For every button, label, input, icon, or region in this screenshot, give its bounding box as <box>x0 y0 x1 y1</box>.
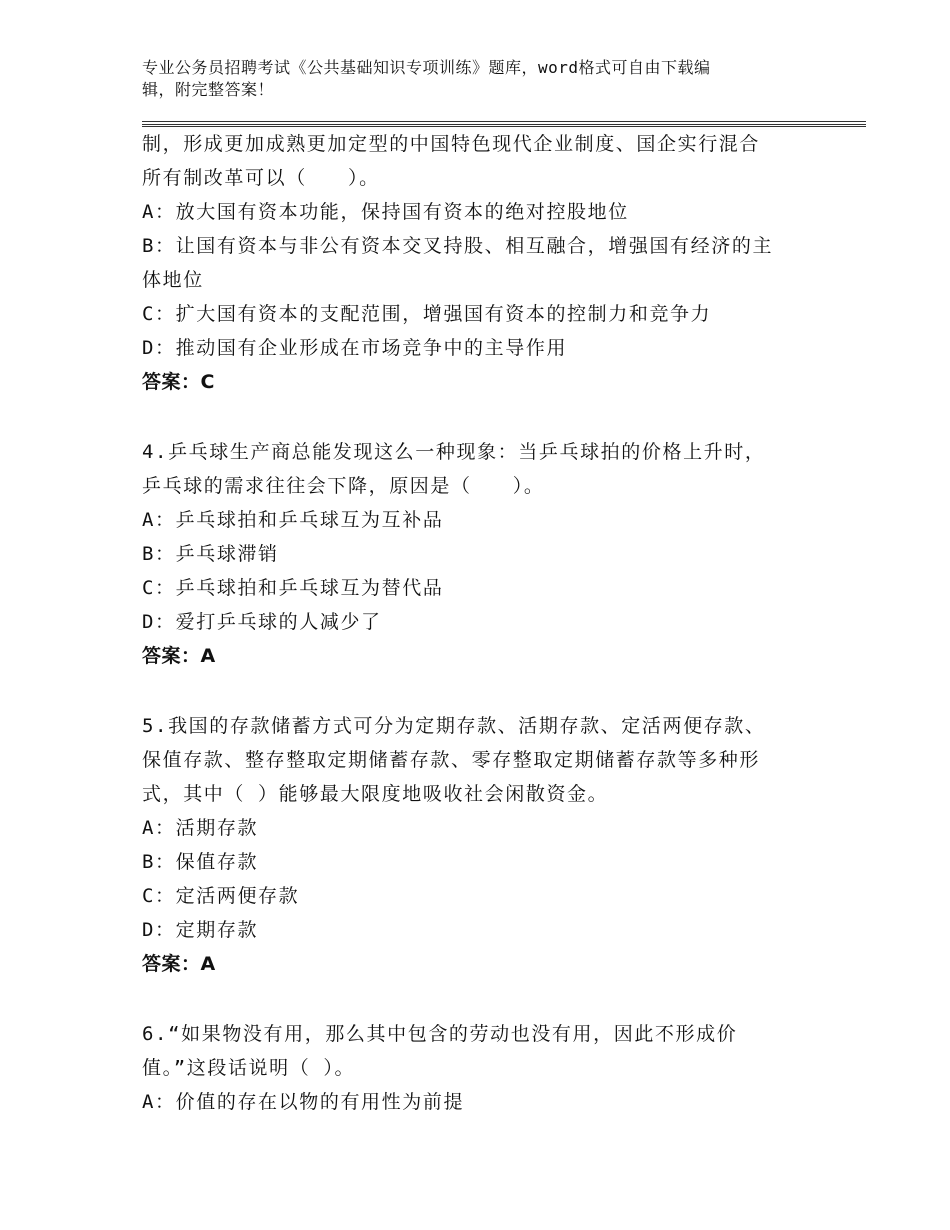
question-3 <box>142 127 822 399</box>
question-spacer <box>142 981 822 1017</box>
question-list <box>142 127 822 1119</box>
option-d: D：推动国有企业形成在市场竞争中的主导作用 <box>142 337 568 359</box>
question-stem-line: 制，形成更加成熟更加定型的中国特色现代企业制度、国企实行混合 <box>142 133 761 155</box>
question-stem-line: 式，其中（ ）能够最大限度地吸收社会闲散资金。 <box>142 783 609 805</box>
option-a: A：价值的存在以物的有用性为前提 <box>142 1091 465 1113</box>
option-b: B：保值存款 <box>142 851 259 873</box>
option-a: A：乒乓球拍和乒乓球互为互补品 <box>142 509 444 531</box>
header-line-1: 专业公务员招聘考试《公共基础知识专项训练》题库，word格式可自由下载编 <box>142 58 711 77</box>
option-a: A：放大国有资本功能，保持国有资本的绝对控股地位 <box>142 201 629 223</box>
document-header <box>142 57 822 101</box>
question-stem-line: 乒乓球的需求往往会下降，原因是（ ）。 <box>142 475 545 497</box>
question-stem-line: 4.乒乓球生产商总能发现这么一种现象：当乒乓球拍的价格上升时， <box>142 441 766 463</box>
answer-line: 答案：C <box>142 371 215 393</box>
option-c: C：乒乓球拍和乒乓球互为替代品 <box>142 577 444 599</box>
option-d: D：爱打乒乓球的人减少了 <box>142 611 382 633</box>
option-c: C：定活两便存款 <box>142 885 300 907</box>
question-5 <box>142 709 822 981</box>
option-c: C：扩大国有资本的支配范围，增强国有资本的控制力和竞争力 <box>142 303 712 325</box>
question-stem-line: 6.“如果物没有用，那么其中包含的劳动也没有用，因此不形成价 <box>142 1023 738 1045</box>
question-stem-line: 保值存款、整存整取定期储蓄存款、零存整取定期储蓄存款等多种形 <box>142 749 761 771</box>
option-d: D：定期存款 <box>142 919 259 941</box>
header-divider-middle <box>142 124 866 125</box>
question-spacer <box>142 673 822 709</box>
answer-line: 答案：A <box>142 953 216 975</box>
question-stem-line: 值。”这段话说明（ ）。 <box>142 1057 356 1079</box>
option-b: B：乒乓球滞销 <box>142 543 279 565</box>
answer-line: 答案：A <box>142 645 216 667</box>
option-a: A：活期存款 <box>142 817 259 839</box>
question-spacer <box>142 399 822 435</box>
header-line-2: 辑，附完整答案！ <box>142 80 275 99</box>
question-stem-line: 5.我国的存款储蓄方式可分为定期存款、活期存款、定活两便存款、 <box>142 715 766 737</box>
option-b-continued: 体地位 <box>142 269 204 291</box>
question-stem-line: 所有制改革可以（ ）。 <box>142 167 380 189</box>
option-b: B：让国有资本与非公有资本交叉持股、相互融合，增强国有经济的主 <box>142 235 774 257</box>
question-4 <box>142 435 822 673</box>
question-6 <box>142 1017 822 1119</box>
header-divider-top <box>142 121 866 122</box>
